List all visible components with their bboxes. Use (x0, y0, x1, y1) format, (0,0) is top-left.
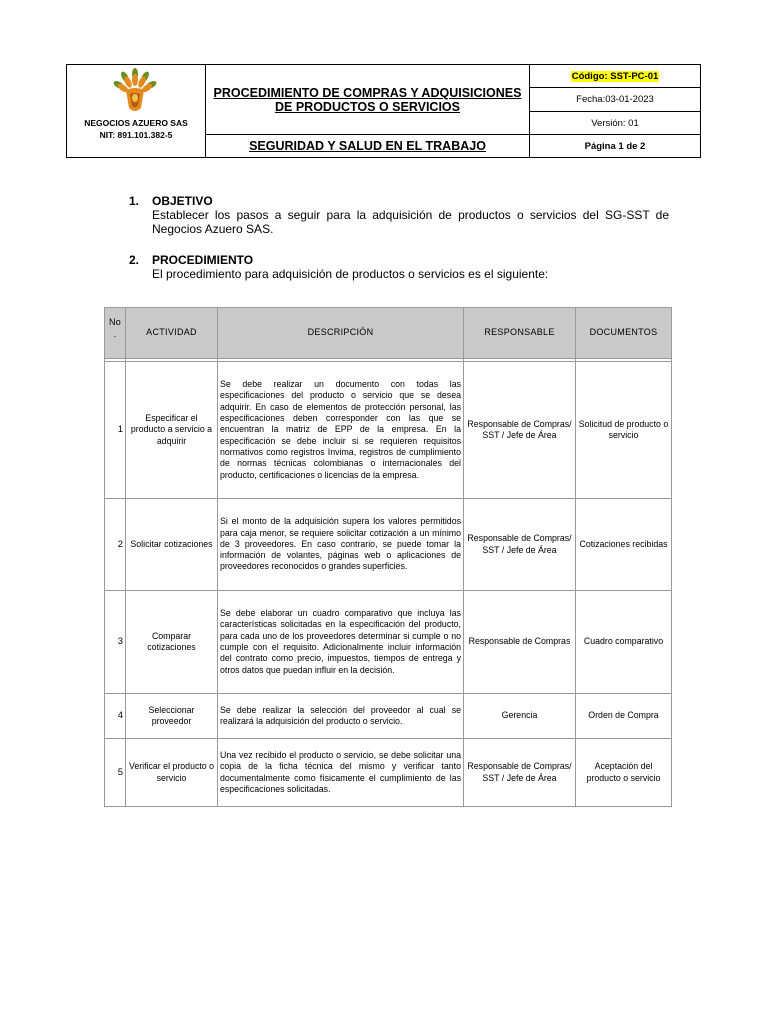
row-description: Se debe elaborar un cuadro comparativo que incluya las características solicitadas en la especificación del producto, para cada uno de los proveedores determinar si cumple o no cumple con el requisito. Adicionalmente incluir información del contrato como precio, impuestos, tiempos de entrega y otros datos que puedan influir en la decisión. (218, 591, 464, 694)
page-number: Página 1 de 2 (584, 140, 646, 152)
column-header-no: No . (105, 308, 126, 359)
column-header-descripcion: DESCRIPCIÓN (218, 308, 464, 359)
document-header (66, 64, 701, 158)
column-header-responsable: RESPONSABLE (464, 308, 576, 359)
section-heading: PROCEDIMIENTO (152, 253, 254, 267)
table-header-row (105, 308, 672, 359)
document-subtitle: SEGURIDAD Y SALUD EN EL TRABAJO (249, 139, 486, 153)
row-documents: Cotizaciones recibidas (576, 499, 672, 591)
document-title: PROCEDIMIENTO DE COMPRAS Y ADQUISICIONES DE PRODUCTOS O SERVICIOS (206, 65, 529, 135)
row-description: Una vez recibido el producto o servicio, se debe solicitar una copia de la ficha técnica del mismo y verificar tanto documentalmente como físicamente el cumplimiento de las especificaciones solicitadas. (218, 739, 464, 807)
row-responsible: Responsable de Compras/ SST / Jefe de Área (464, 739, 576, 807)
row-documents: Cuadro comparativo (576, 591, 672, 694)
row-activity: Especificar el producto a servicio a adquirir (126, 362, 218, 499)
column-header-actividad: ACTIVIDAD (126, 308, 218, 359)
document-date: Fecha:03-01-2023 (530, 88, 700, 112)
row-activity: Solicitar cotizaciones (126, 499, 218, 591)
row-documents: Solicitud de producto o servicio (576, 362, 672, 499)
row-description: Si el monto de la adquisición supera los valores permitidos para caja menor, se requiere solicitar cotización a un mínimo de 3 proveedores. En caso contrario, se puede tomar la información de volantes, páginas web o aplicaciones de proveedores reconocidos o grandes superficies. (218, 499, 464, 591)
row-documents: Orden de Compra (576, 694, 672, 739)
section-text: Establecer los pasos a seguir para la adquisición de productos o servicios del SG-SST de Negocios Azuero SAS. (152, 208, 669, 236)
table-row (105, 591, 672, 694)
section-text: El procedimiento para adquisición de productos o servicios es el siguiente: (152, 267, 549, 281)
procedure-table (104, 307, 672, 807)
company-logo-block (67, 65, 206, 157)
row-responsible: Responsable de Compras/ SST / Jefe de Área (464, 499, 576, 591)
row-number: 4 (105, 694, 126, 739)
row-activity: Seleccionar proveedor (126, 694, 218, 739)
row-activity: Verificar el producto o servicio (126, 739, 218, 807)
company-name: NEGOCIOS AZUERO SAS (84, 118, 188, 128)
row-number: 5 (105, 739, 126, 807)
company-nit: NIT: 891.101.382-5 (99, 130, 173, 140)
table-row (105, 739, 672, 807)
table-row (105, 694, 672, 739)
table-row (105, 362, 672, 499)
section-number: 2. (129, 253, 140, 267)
row-number: 3 (105, 591, 126, 694)
section-objetivo (129, 194, 669, 236)
row-activity: Comparar cotizaciones (126, 591, 218, 694)
row-number: 2 (105, 499, 126, 591)
table-row (105, 499, 672, 591)
row-responsible: Responsable de Compras (464, 591, 576, 694)
row-responsible: Responsable de Compras/ SST / Jefe de Área (464, 362, 576, 499)
section-procedimiento (129, 253, 669, 281)
document-code-cell (530, 65, 700, 88)
row-description: Se debe realizar un documento con todas las especificaciones del producto o servicio que se desea adquirir. En caso de elementos de protección personal, las especificaciones deben corresponder con las que se encuentran la matriz de EPP de la empresa. En la especificación se debe incluir si se requieren requisitos normativos como registros Invima, registros de cumplimiento de normas técnicas colombianas o internacionales del producto, certificaciones o licencias de la empresa. (218, 362, 464, 499)
document-code: Código: SST-PC-01 (571, 70, 659, 82)
row-documents: Aceptación del producto o servicio (576, 739, 672, 807)
section-heading: OBJETIVO (152, 194, 213, 208)
section-number: 1. (129, 194, 140, 208)
column-header-documentos: DOCUMENTOS (576, 308, 672, 359)
row-responsible: Gerencia (464, 694, 576, 739)
document-version: Versión: 01 (530, 112, 700, 135)
sun-plant-logo-icon (111, 68, 159, 116)
row-number: 1 (105, 362, 126, 499)
row-description: Se debe realizar la selección del proveedor al cual se realizará la adquisición del producto o servicio. (218, 694, 464, 739)
